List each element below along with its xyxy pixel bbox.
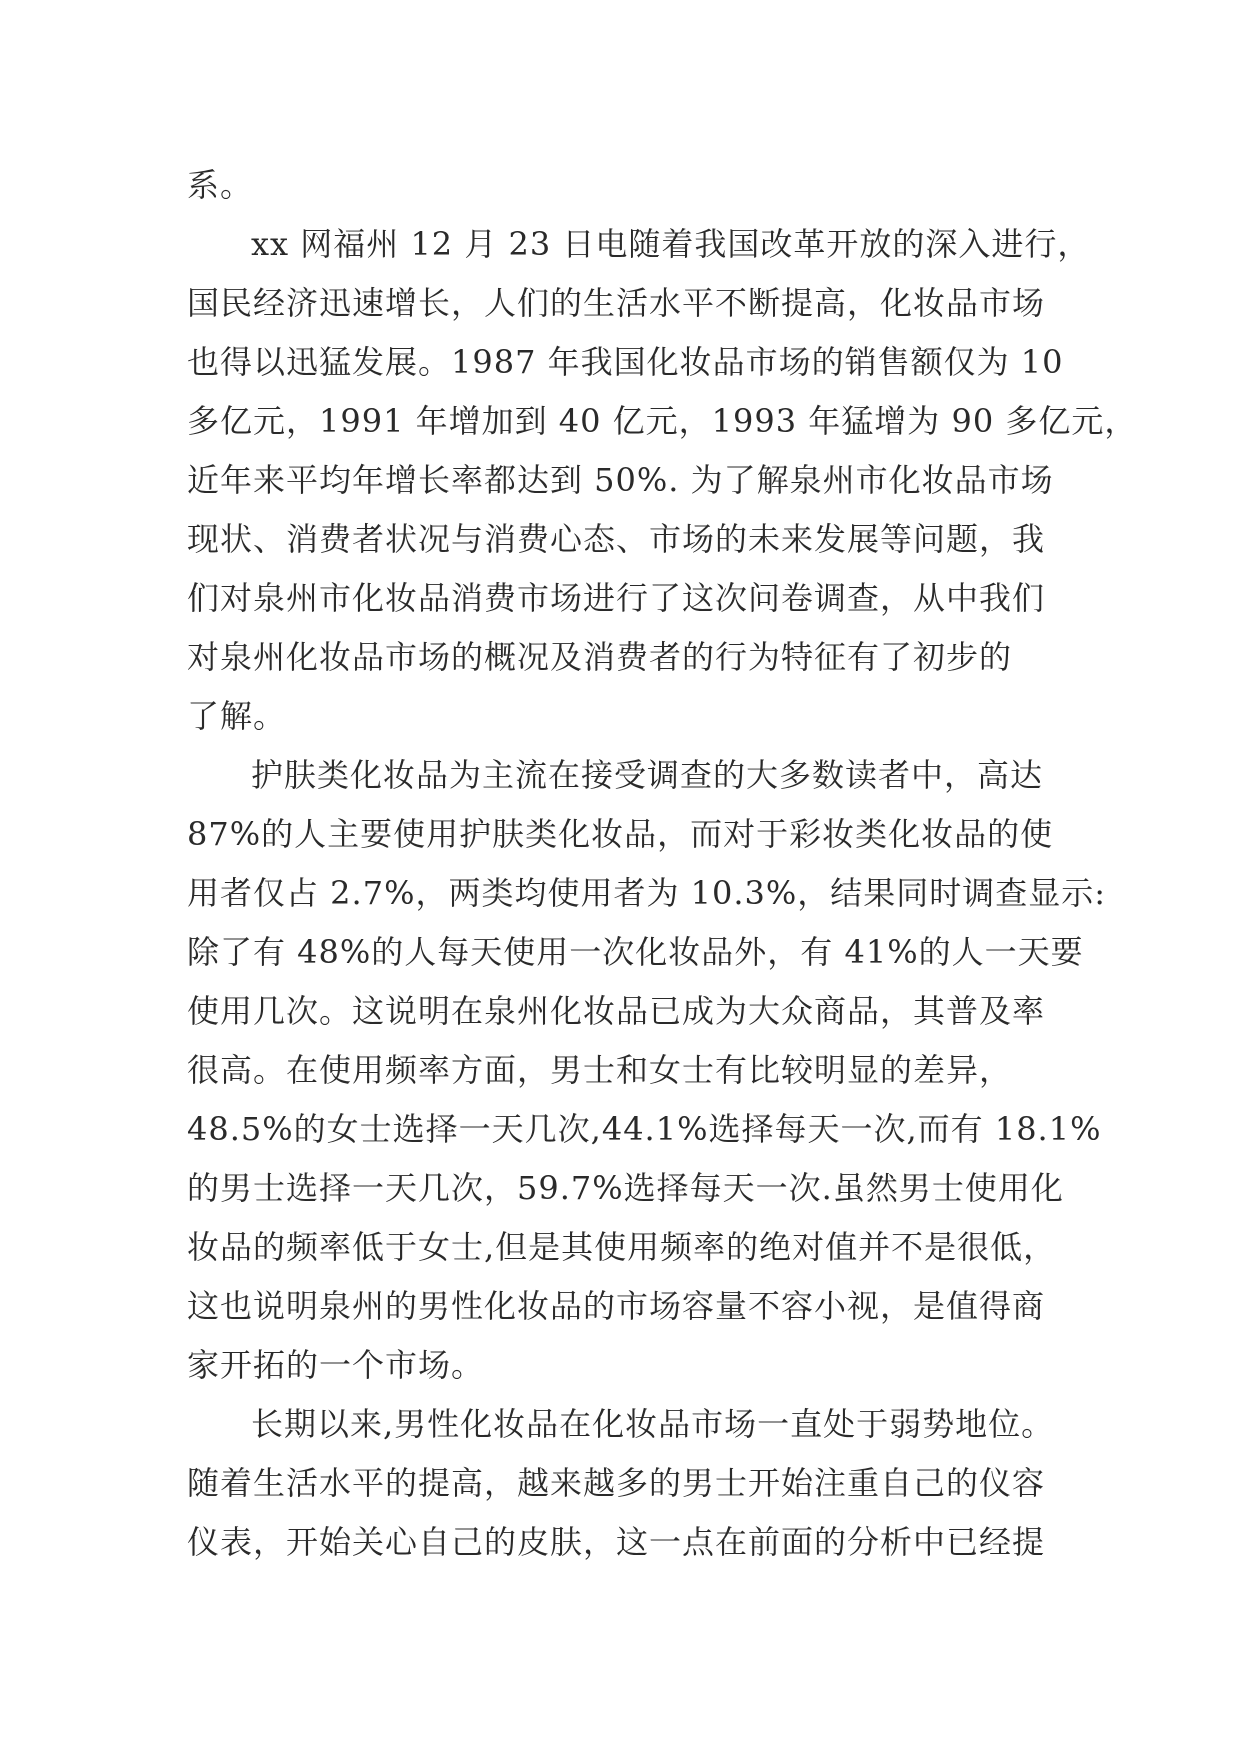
text-line: 妆品的频率低于女士,但是其使用频率的绝对值并不是很低， [187,1228,1057,1266]
paragraph-first-line: 长期以来,男性化妆品在化妆品市场一直处于弱势地位。 [251,1405,1055,1443]
text-line: 87%的人主要使用护肤类化妆品，而对于彩妆类化妆品的使 [187,815,1054,853]
text-line: 使用几次。这说明在泉州化妆品已成为大众商品，其普及率 [187,992,1046,1030]
text-line: 了解。 [187,697,287,735]
text-line: 除了有 48%的人每天使用一次化妆品外，有 41%的人一天要 [187,933,1084,971]
text-line: 这也说明泉州的男性化妆品的市场容量不容小视，是值得商 [187,1287,1046,1325]
text-line: 的男士选择一天几次，59.7%选择每天一次.虽然男士使用化 [187,1169,1064,1207]
text-line: 很高。在使用频率方面，男士和女士有比较明显的差异， [187,1051,1013,1089]
text-line: 现状、消费者状况与消费心态、市场的未来发展等问题，我 [187,520,1046,558]
text-line: 家开拓的一个市场。 [187,1346,485,1384]
paragraph-first-line: xx 网福州 12 月 23 日电随着我国改革开放的深入进行， [251,225,1091,263]
text-line: 也得以迅猛发展。1987 年我国化妆品市场的销售额仅为 10 [187,343,1064,381]
body-text [187,156,1138,1572]
text-line: 系。 [187,166,254,204]
text-line: 们对泉州市化妆品消费市场进行了这次问卷调查，从中我们 [187,579,1046,617]
paragraph-first-line: 护肤类化妆品为主流在接受调查的大多数读者中，高达 [251,756,1044,794]
text-line: 用者仅占 2.7%，两类均使用者为 10.3%，结果同时调查显示: [187,874,1107,912]
text-line: 国民经济迅速增长，人们的生活水平不断提高，化妆品市场 [187,284,1046,322]
text-line: 仪表，开始关心自己的皮肤，这一点在前面的分析中已经提 [187,1523,1046,1561]
text-line: 多亿元，1991 年增加到 40 亿元，1993 年猛增为 90 多亿元， [187,402,1138,440]
text-line: 随着生活水平的提高，越来越多的男士开始注重自己的仪容 [187,1464,1046,1502]
text-line: 近年来平均年增长率都达到 50%. 为了解泉州市化妆品市场 [187,461,1054,499]
text-line: 48.5%的女士选择一天几次,44.1%选择每天一次,而有 18.1% [187,1110,1102,1148]
text-line: 对泉州化妆品市场的概况及消费者的行为特征有了初步的 [187,638,1013,676]
